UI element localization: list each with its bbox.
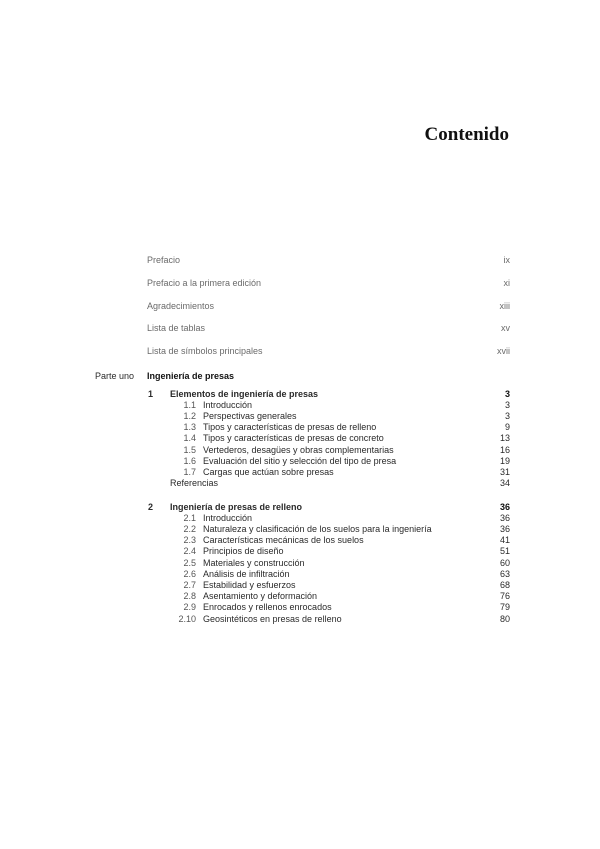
toc-entry-front-matter[interactable] bbox=[0, 322, 600, 334]
section-page: 19 bbox=[499, 456, 510, 466]
part-label: Parte uno bbox=[95, 371, 135, 381]
section-number: 1.4 bbox=[183, 433, 196, 443]
section-page: 36 bbox=[499, 524, 510, 534]
toc-entry-front-matter[interactable] bbox=[0, 345, 600, 357]
toc-part-heading bbox=[0, 370, 600, 382]
toc-entry-front-matter[interactable] bbox=[0, 277, 600, 289]
toc-section[interactable] bbox=[0, 613, 600, 625]
section-title: Asentamiento y deformación bbox=[203, 591, 318, 601]
section-title: Análisis de infiltración bbox=[203, 569, 290, 579]
references-title: Referencias bbox=[170, 478, 219, 488]
toc-entry-title: Lista de tablas bbox=[147, 323, 206, 333]
toc-entry-page: ix bbox=[503, 255, 510, 265]
toc-entry-title: Agradecimientos bbox=[147, 301, 215, 311]
section-number: 1.1 bbox=[183, 400, 196, 410]
section-title: Evaluación del sitio y selección del tipo de presa bbox=[203, 456, 397, 466]
section-title: Características mecánicas de los suelos bbox=[203, 535, 364, 545]
toc-entry-front-matter[interactable] bbox=[0, 300, 600, 312]
toc-entry-front-matter[interactable] bbox=[0, 254, 600, 266]
section-number: 2.1 bbox=[183, 513, 196, 523]
section-number: 1.3 bbox=[183, 422, 196, 432]
toc-section[interactable] bbox=[0, 545, 600, 557]
chapter-title: Ingeniería de presas de relleno bbox=[170, 502, 303, 512]
section-number: 2.4 bbox=[183, 546, 196, 556]
section-title: Tipos y características de presas de relleno bbox=[203, 422, 377, 432]
section-number: 1.2 bbox=[183, 411, 196, 421]
section-number: 1.7 bbox=[183, 467, 196, 477]
section-title: Estabilidad y esfuerzos bbox=[203, 580, 296, 590]
section-number: 2.6 bbox=[183, 569, 196, 579]
section-page: 60 bbox=[499, 558, 510, 568]
section-number: 2.8 bbox=[183, 591, 196, 601]
section-page: 3 bbox=[504, 411, 510, 421]
section-title: Perspectivas generales bbox=[203, 411, 297, 421]
part-title: Ingeniería de presas bbox=[147, 371, 235, 381]
chapter-title: Elementos de ingeniería de presas bbox=[170, 389, 319, 399]
toc-section[interactable] bbox=[0, 601, 600, 613]
section-title: Geosintéticos en presas de relleno bbox=[203, 614, 342, 624]
toc-entry-page: xvii bbox=[497, 346, 510, 356]
chapter-page: 36 bbox=[499, 502, 510, 512]
section-page: 41 bbox=[499, 535, 510, 545]
section-page: 76 bbox=[499, 591, 510, 601]
section-title: Vertederos, desagües y obras complementarias bbox=[203, 445, 394, 455]
toc-entry-page: xi bbox=[503, 278, 510, 288]
toc-references[interactable] bbox=[0, 477, 600, 489]
section-title: Tipos y características de presas de concreto bbox=[203, 433, 384, 443]
toc-entry-page: xv bbox=[501, 323, 510, 333]
section-title: Cargas que actúan sobre presas bbox=[203, 467, 334, 477]
section-number: 2.5 bbox=[183, 558, 196, 568]
section-page: 68 bbox=[499, 580, 510, 590]
section-page: 80 bbox=[499, 614, 510, 624]
section-title: Materiales y construcción bbox=[203, 558, 305, 568]
section-page: 13 bbox=[499, 433, 510, 443]
chapter-number: 1 bbox=[148, 389, 154, 399]
section-page: 79 bbox=[499, 602, 510, 612]
section-number: 2.10 bbox=[178, 614, 196, 624]
section-page: 31 bbox=[499, 467, 510, 477]
section-page: 51 bbox=[499, 546, 510, 556]
section-title: Principios de diseño bbox=[203, 546, 284, 556]
toc-entry-title: Lista de símbolos principales bbox=[147, 346, 263, 356]
section-number: 2.9 bbox=[183, 602, 196, 612]
toc-entry-title: Prefacio a la primera edición bbox=[147, 278, 262, 288]
chapter-number: 2 bbox=[148, 502, 154, 512]
section-number: 2.3 bbox=[183, 535, 196, 545]
section-number: 1.6 bbox=[183, 456, 196, 466]
section-page: 16 bbox=[499, 445, 510, 455]
section-title: Introducción bbox=[203, 513, 253, 523]
section-page: 36 bbox=[499, 513, 510, 523]
section-number: 2.2 bbox=[183, 524, 196, 534]
section-page: 9 bbox=[504, 422, 510, 432]
section-title: Naturaleza y clasificación de los suelos para la ingeniería bbox=[203, 524, 432, 534]
references-page: 34 bbox=[499, 478, 510, 488]
section-page: 63 bbox=[499, 569, 510, 579]
section-title: Introducción bbox=[203, 400, 253, 410]
toc-entry-page: xiii bbox=[499, 301, 510, 311]
page-title: Contenido bbox=[424, 124, 509, 145]
toc-section[interactable] bbox=[0, 432, 600, 444]
toc-entry-title: Prefacio bbox=[147, 255, 181, 265]
section-page: 3 bbox=[504, 400, 510, 410]
section-title: Enrocados y rellenos enrocados bbox=[203, 602, 332, 612]
chapter-page: 3 bbox=[504, 389, 510, 399]
section-number: 1.5 bbox=[183, 445, 196, 455]
section-number: 2.7 bbox=[183, 580, 196, 590]
